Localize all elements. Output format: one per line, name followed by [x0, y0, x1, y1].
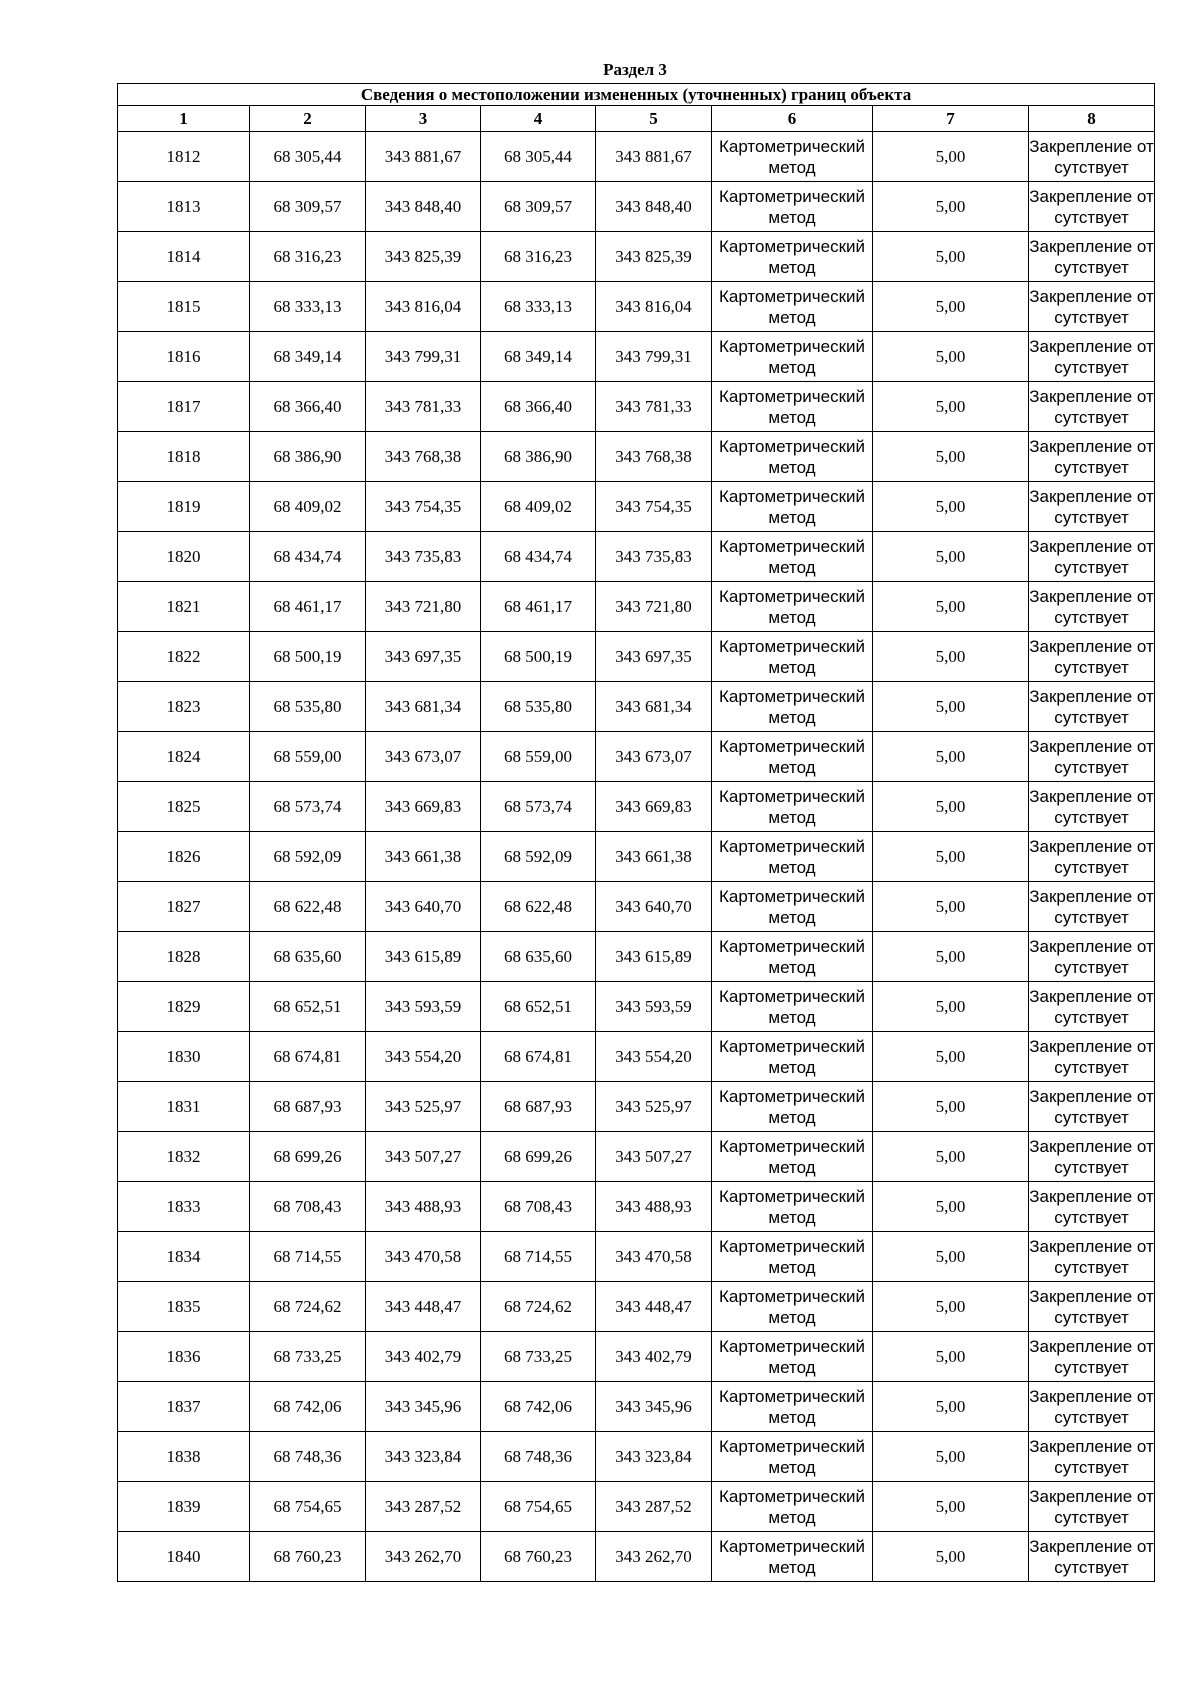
y-coordinate-new-cell: 343 673,07: [596, 732, 712, 782]
table-row: [118, 1382, 1155, 1432]
x-coordinate-new-cell: 68 366,40: [481, 382, 596, 432]
method-cell: Картометрический метод: [712, 1432, 873, 1482]
table-caption: Сведения о местоположении измененных (уточненных) границ объекта: [118, 84, 1155, 106]
table-row: [118, 932, 1155, 982]
column-number-7: 7: [873, 106, 1029, 132]
x-coordinate-new-cell: 68 535,80: [481, 682, 596, 732]
x-coordinate-new-cell: 68 409,02: [481, 482, 596, 532]
x-coordinate-new-cell: 68 687,93: [481, 1082, 596, 1132]
method-cell: Картометрический метод: [712, 1532, 873, 1582]
method-cell: Картометрический метод: [712, 282, 873, 332]
x-coordinate-cell: 68 559,00: [250, 732, 366, 782]
fixing-description-cell: Закрепление отсутствует: [1029, 682, 1155, 732]
fixing-description-cell: Закрепление отсутствует: [1029, 1282, 1155, 1332]
column-number-6: 6: [712, 106, 873, 132]
y-coordinate-new-cell: 343 488,93: [596, 1182, 712, 1232]
x-coordinate-cell: 68 674,81: [250, 1032, 366, 1082]
point-number-cell: 1838: [118, 1432, 250, 1482]
x-coordinate-cell: 68 760,23: [250, 1532, 366, 1582]
fixing-description-cell: Закрепление отсутствует: [1029, 882, 1155, 932]
column-number-1: 1: [118, 106, 250, 132]
method-cell: Картометрический метод: [712, 882, 873, 932]
x-coordinate-new-cell: 68 733,25: [481, 1332, 596, 1382]
accuracy-cell: 5,00: [873, 1282, 1029, 1332]
x-coordinate-new-cell: 68 622,48: [481, 882, 596, 932]
accuracy-cell: 5,00: [873, 332, 1029, 382]
x-coordinate-cell: 68 434,74: [250, 532, 366, 582]
fixing-description-cell: Закрепление отсутствует: [1029, 1132, 1155, 1182]
x-coordinate-new-cell: 68 635,60: [481, 932, 596, 982]
table-row: [118, 1332, 1155, 1382]
table-row: [118, 382, 1155, 432]
method-cell: Картометрический метод: [712, 1482, 873, 1532]
point-number-cell: 1836: [118, 1332, 250, 1382]
x-coordinate-new-cell: 68 305,44: [481, 132, 596, 182]
y-coordinate-cell: 343 661,38: [366, 832, 481, 882]
y-coordinate-new-cell: 343 848,40: [596, 182, 712, 232]
y-coordinate-cell: 343 345,96: [366, 1382, 481, 1432]
fixing-description-cell: Закрепление отсутствует: [1029, 982, 1155, 1032]
y-coordinate-new-cell: 343 735,83: [596, 532, 712, 582]
x-coordinate-cell: 68 333,13: [250, 282, 366, 332]
table-row: [118, 332, 1155, 382]
x-coordinate-new-cell: 68 309,57: [481, 182, 596, 232]
table-row: [118, 632, 1155, 682]
method-cell: Картометрический метод: [712, 1332, 873, 1382]
fixing-description-cell: Закрепление отсутствует: [1029, 1532, 1155, 1582]
y-coordinate-cell: 343 262,70: [366, 1532, 481, 1582]
x-coordinate-cell: 68 687,93: [250, 1082, 366, 1132]
accuracy-cell: 5,00: [873, 232, 1029, 282]
point-number-cell: 1813: [118, 182, 250, 232]
point-number-cell: 1822: [118, 632, 250, 682]
x-coordinate-cell: 68 708,43: [250, 1182, 366, 1232]
x-coordinate-cell: 68 316,23: [250, 232, 366, 282]
column-number-4: 4: [481, 106, 596, 132]
y-coordinate-cell: 343 593,59: [366, 982, 481, 1032]
accuracy-cell: 5,00: [873, 1132, 1029, 1182]
fixing-description-cell: Закрепление отсутствует: [1029, 1082, 1155, 1132]
fixing-description-cell: Закрепление отсутствует: [1029, 1432, 1155, 1482]
y-coordinate-cell: 343 697,35: [366, 632, 481, 682]
accuracy-cell: 5,00: [873, 1532, 1029, 1582]
table-row: [118, 482, 1155, 532]
table-row: [118, 232, 1155, 282]
method-cell: Картометрический метод: [712, 1232, 873, 1282]
x-coordinate-cell: 68 592,09: [250, 832, 366, 882]
point-number-cell: 1826: [118, 832, 250, 882]
y-coordinate-new-cell: 343 525,97: [596, 1082, 712, 1132]
point-number-cell: 1823: [118, 682, 250, 732]
x-coordinate-cell: 68 742,06: [250, 1382, 366, 1432]
accuracy-cell: 5,00: [873, 1032, 1029, 1082]
y-coordinate-new-cell: 343 799,31: [596, 332, 712, 382]
point-number-cell: 1830: [118, 1032, 250, 1082]
x-coordinate-new-cell: 68 500,19: [481, 632, 596, 682]
x-coordinate-cell: 68 622,48: [250, 882, 366, 932]
y-coordinate-new-cell: 343 881,67: [596, 132, 712, 182]
y-coordinate-cell: 343 470,58: [366, 1232, 481, 1282]
table-row: [118, 1182, 1155, 1232]
accuracy-cell: 5,00: [873, 382, 1029, 432]
x-coordinate-cell: 68 699,26: [250, 1132, 366, 1182]
accuracy-cell: 5,00: [873, 1382, 1029, 1432]
fixing-description-cell: Закрепление отсутствует: [1029, 432, 1155, 482]
accuracy-cell: 5,00: [873, 932, 1029, 982]
point-number-cell: 1829: [118, 982, 250, 1032]
x-coordinate-cell: 68 754,65: [250, 1482, 366, 1532]
y-coordinate-cell: 343 799,31: [366, 332, 481, 382]
method-cell: Картометрический метод: [712, 582, 873, 632]
x-coordinate-new-cell: 68 573,74: [481, 782, 596, 832]
point-number-cell: 1817: [118, 382, 250, 432]
point-number-cell: 1840: [118, 1532, 250, 1582]
x-coordinate-new-cell: 68 652,51: [481, 982, 596, 1032]
x-coordinate-new-cell: 68 333,13: [481, 282, 596, 332]
column-number-5: 5: [596, 106, 712, 132]
accuracy-cell: 5,00: [873, 732, 1029, 782]
point-number-cell: 1837: [118, 1382, 250, 1432]
x-coordinate-cell: 68 635,60: [250, 932, 366, 982]
method-cell: Картометрический метод: [712, 932, 873, 982]
accuracy-cell: 5,00: [873, 632, 1029, 682]
fixing-description-cell: Закрепление отсутствует: [1029, 1482, 1155, 1532]
y-coordinate-new-cell: 343 721,80: [596, 582, 712, 632]
y-coordinate-cell: 343 507,27: [366, 1132, 481, 1182]
method-cell: Картометрический метод: [712, 1132, 873, 1182]
table-row: [118, 1032, 1155, 1082]
method-cell: Картометрический метод: [712, 1082, 873, 1132]
fixing-description-cell: Закрепление отсутствует: [1029, 282, 1155, 332]
table-row: [118, 132, 1155, 182]
method-cell: Картометрический метод: [712, 432, 873, 482]
column-number-8: 8: [1029, 106, 1155, 132]
y-coordinate-new-cell: 343 781,33: [596, 382, 712, 432]
point-number-cell: 1824: [118, 732, 250, 782]
x-coordinate-new-cell: 68 748,36: [481, 1432, 596, 1482]
accuracy-cell: 5,00: [873, 1432, 1029, 1482]
fixing-description-cell: Закрепление отсутствует: [1029, 232, 1155, 282]
point-number-cell: 1839: [118, 1482, 250, 1532]
fixing-description-cell: Закрепление отсутствует: [1029, 182, 1155, 232]
accuracy-cell: 5,00: [873, 832, 1029, 882]
y-coordinate-new-cell: 343 768,38: [596, 432, 712, 482]
point-number-cell: 1832: [118, 1132, 250, 1182]
fixing-description-cell: Закрепление отсутствует: [1029, 782, 1155, 832]
y-coordinate-cell: 343 554,20: [366, 1032, 481, 1082]
x-coordinate-new-cell: 68 724,62: [481, 1282, 596, 1332]
y-coordinate-cell: 343 448,47: [366, 1282, 481, 1332]
x-coordinate-new-cell: 68 714,55: [481, 1232, 596, 1282]
fixing-description-cell: Закрепление отсутствует: [1029, 1182, 1155, 1232]
x-coordinate-new-cell: 68 742,06: [481, 1382, 596, 1432]
accuracy-cell: 5,00: [873, 1232, 1029, 1282]
point-number-cell: 1821: [118, 582, 250, 632]
point-number-cell: 1833: [118, 1182, 250, 1232]
x-coordinate-cell: 68 309,57: [250, 182, 366, 232]
y-coordinate-new-cell: 343 345,96: [596, 1382, 712, 1432]
x-coordinate-cell: 68 386,90: [250, 432, 366, 482]
table-row: [118, 682, 1155, 732]
accuracy-cell: 5,00: [873, 682, 1029, 732]
y-coordinate-new-cell: 343 287,52: [596, 1482, 712, 1532]
table-row: [118, 732, 1155, 782]
table-row: [118, 1232, 1155, 1282]
y-coordinate-new-cell: 343 323,84: [596, 1432, 712, 1482]
accuracy-cell: 5,00: [873, 782, 1029, 832]
fixing-description-cell: Закрепление отсутствует: [1029, 1232, 1155, 1282]
x-coordinate-cell: 68 305,44: [250, 132, 366, 182]
x-coordinate-cell: 68 461,17: [250, 582, 366, 632]
y-coordinate-new-cell: 343 681,34: [596, 682, 712, 732]
y-coordinate-new-cell: 343 661,38: [596, 832, 712, 882]
point-number-cell: 1814: [118, 232, 250, 282]
point-number-cell: 1818: [118, 432, 250, 482]
fixing-description-cell: Закрепление отсутствует: [1029, 332, 1155, 382]
point-number-cell: 1819: [118, 482, 250, 532]
method-cell: Картометрический метод: [712, 1032, 873, 1082]
y-coordinate-new-cell: 343 669,83: [596, 782, 712, 832]
table-row: [118, 432, 1155, 482]
table-row: [118, 182, 1155, 232]
y-coordinate-new-cell: 343 754,35: [596, 482, 712, 532]
y-coordinate-new-cell: 343 825,39: [596, 232, 712, 282]
y-coordinate-new-cell: 343 262,70: [596, 1532, 712, 1582]
method-cell: Картометрический метод: [712, 632, 873, 682]
x-coordinate-cell: 68 500,19: [250, 632, 366, 682]
x-coordinate-new-cell: 68 592,09: [481, 832, 596, 882]
y-coordinate-cell: 343 681,34: [366, 682, 481, 732]
accuracy-cell: 5,00: [873, 282, 1029, 332]
y-coordinate-cell: 343 816,04: [366, 282, 481, 332]
accuracy-cell: 5,00: [873, 532, 1029, 582]
x-coordinate-new-cell: 68 386,90: [481, 432, 596, 482]
fixing-description-cell: Закрепление отсутствует: [1029, 732, 1155, 782]
accuracy-cell: 5,00: [873, 432, 1029, 482]
x-coordinate-new-cell: 68 559,00: [481, 732, 596, 782]
point-number-cell: 1835: [118, 1282, 250, 1332]
y-coordinate-new-cell: 343 593,59: [596, 982, 712, 1032]
y-coordinate-new-cell: 343 697,35: [596, 632, 712, 682]
fixing-description-cell: Закрепление отсутствует: [1029, 632, 1155, 682]
y-coordinate-cell: 343 781,33: [366, 382, 481, 432]
method-cell: Картометрический метод: [712, 1182, 873, 1232]
method-cell: Картометрический метод: [712, 682, 873, 732]
y-coordinate-cell: 343 848,40: [366, 182, 481, 232]
table-row: [118, 982, 1155, 1032]
point-number-cell: 1815: [118, 282, 250, 332]
fixing-description-cell: Закрепление отсутствует: [1029, 1382, 1155, 1432]
accuracy-cell: 5,00: [873, 1482, 1029, 1532]
x-coordinate-cell: 68 733,25: [250, 1332, 366, 1382]
point-number-cell: 1834: [118, 1232, 250, 1282]
method-cell: Картометрический метод: [712, 782, 873, 832]
fixing-description-cell: Закрепление отсутствует: [1029, 1032, 1155, 1082]
point-number-cell: 1820: [118, 532, 250, 582]
y-coordinate-new-cell: 343 402,79: [596, 1332, 712, 1382]
y-coordinate-new-cell: 343 816,04: [596, 282, 712, 332]
accuracy-cell: 5,00: [873, 1082, 1029, 1132]
y-coordinate-cell: 343 768,38: [366, 432, 481, 482]
y-coordinate-cell: 343 525,97: [366, 1082, 481, 1132]
fixing-description-cell: Закрепление отсутствует: [1029, 532, 1155, 582]
y-coordinate-cell: 343 754,35: [366, 482, 481, 532]
method-cell: Картометрический метод: [712, 532, 873, 582]
y-coordinate-new-cell: 343 470,58: [596, 1232, 712, 1282]
x-coordinate-new-cell: 68 754,65: [481, 1482, 596, 1532]
method-cell: Картометрический метод: [712, 232, 873, 282]
x-coordinate-cell: 68 409,02: [250, 482, 366, 532]
table-row: [118, 582, 1155, 632]
y-coordinate-cell: 343 615,89: [366, 932, 481, 982]
fixing-description-cell: Закрепление отсутствует: [1029, 932, 1155, 982]
point-number-cell: 1825: [118, 782, 250, 832]
y-coordinate-cell: 343 287,52: [366, 1482, 481, 1532]
point-number-cell: 1816: [118, 332, 250, 382]
method-cell: Картометрический метод: [712, 1282, 873, 1332]
y-coordinate-cell: 343 640,70: [366, 882, 481, 932]
y-coordinate-cell: 343 402,79: [366, 1332, 481, 1382]
y-coordinate-cell: 343 735,83: [366, 532, 481, 582]
table-row: [118, 1082, 1155, 1132]
x-coordinate-cell: 68 748,36: [250, 1432, 366, 1482]
table-row: [118, 1482, 1155, 1532]
accuracy-cell: 5,00: [873, 882, 1029, 932]
x-coordinate-new-cell: 68 461,17: [481, 582, 596, 632]
accuracy-cell: 5,00: [873, 982, 1029, 1032]
x-coordinate-new-cell: 68 349,14: [481, 332, 596, 382]
table-row: [118, 532, 1155, 582]
x-coordinate-new-cell: 68 708,43: [481, 1182, 596, 1232]
point-number-cell: 1812: [118, 132, 250, 182]
x-coordinate-new-cell: 68 699,26: [481, 1132, 596, 1182]
method-cell: Картометрический метод: [712, 132, 873, 182]
y-coordinate-cell: 343 673,07: [366, 732, 481, 782]
x-coordinate-new-cell: 68 434,74: [481, 532, 596, 582]
x-coordinate-cell: 68 349,14: [250, 332, 366, 382]
y-coordinate-cell: 343 488,93: [366, 1182, 481, 1232]
x-coordinate-new-cell: 68 760,23: [481, 1532, 596, 1582]
x-coordinate-cell: 68 366,40: [250, 382, 366, 432]
boundary-table: [117, 83, 1155, 1582]
table-row: [118, 1432, 1155, 1482]
y-coordinate-cell: 343 323,84: [366, 1432, 481, 1482]
x-coordinate-cell: 68 573,74: [250, 782, 366, 832]
table-row: [118, 782, 1155, 832]
fixing-description-cell: Закрепление отсутствует: [1029, 582, 1155, 632]
y-coordinate-cell: 343 669,83: [366, 782, 481, 832]
accuracy-cell: 5,00: [873, 1182, 1029, 1232]
x-coordinate-cell: 68 652,51: [250, 982, 366, 1032]
table-row: [118, 282, 1155, 332]
fixing-description-cell: Закрепление отсутствует: [1029, 382, 1155, 432]
method-cell: Картометрический метод: [712, 982, 873, 1032]
accuracy-cell: 5,00: [873, 482, 1029, 532]
method-cell: Картометрический метод: [712, 832, 873, 882]
x-coordinate-new-cell: 68 674,81: [481, 1032, 596, 1082]
y-coordinate-new-cell: 343 640,70: [596, 882, 712, 932]
fixing-description-cell: Закрепление отсутствует: [1029, 1332, 1155, 1382]
table-row: [118, 1282, 1155, 1332]
table-row: [118, 832, 1155, 882]
method-cell: Картометрический метод: [712, 382, 873, 432]
method-cell: Картометрический метод: [712, 1382, 873, 1432]
y-coordinate-new-cell: 343 615,89: [596, 932, 712, 982]
accuracy-cell: 5,00: [873, 182, 1029, 232]
x-coordinate-cell: 68 535,80: [250, 682, 366, 732]
point-number-cell: 1827: [118, 882, 250, 932]
y-coordinate-cell: 343 881,67: [366, 132, 481, 182]
table-row: [118, 1132, 1155, 1182]
fixing-description-cell: Закрепление отсутствует: [1029, 132, 1155, 182]
table-row: [118, 1532, 1155, 1582]
fixing-description-cell: Закрепление отсутствует: [1029, 832, 1155, 882]
accuracy-cell: 5,00: [873, 582, 1029, 632]
section-title: Раздел 3: [603, 60, 667, 79]
accuracy-cell: 5,00: [873, 1332, 1029, 1382]
column-number-2: 2: [250, 106, 366, 132]
method-cell: Картометрический метод: [712, 482, 873, 532]
table-row: [118, 882, 1155, 932]
fixing-description-cell: Закрепление отсутствует: [1029, 482, 1155, 532]
y-coordinate-new-cell: 343 448,47: [596, 1282, 712, 1332]
y-coordinate-cell: 343 721,80: [366, 582, 481, 632]
x-coordinate-new-cell: 68 316,23: [481, 232, 596, 282]
point-number-cell: 1828: [118, 932, 250, 982]
method-cell: Картометрический метод: [712, 182, 873, 232]
method-cell: Картометрический метод: [712, 332, 873, 382]
point-number-cell: 1831: [118, 1082, 250, 1132]
x-coordinate-cell: 68 714,55: [250, 1232, 366, 1282]
y-coordinate-cell: 343 825,39: [366, 232, 481, 282]
accuracy-cell: 5,00: [873, 132, 1029, 182]
y-coordinate-new-cell: 343 507,27: [596, 1132, 712, 1182]
column-number-3: 3: [366, 106, 481, 132]
method-cell: Картометрический метод: [712, 732, 873, 782]
x-coordinate-cell: 68 724,62: [250, 1282, 366, 1332]
y-coordinate-new-cell: 343 554,20: [596, 1032, 712, 1082]
